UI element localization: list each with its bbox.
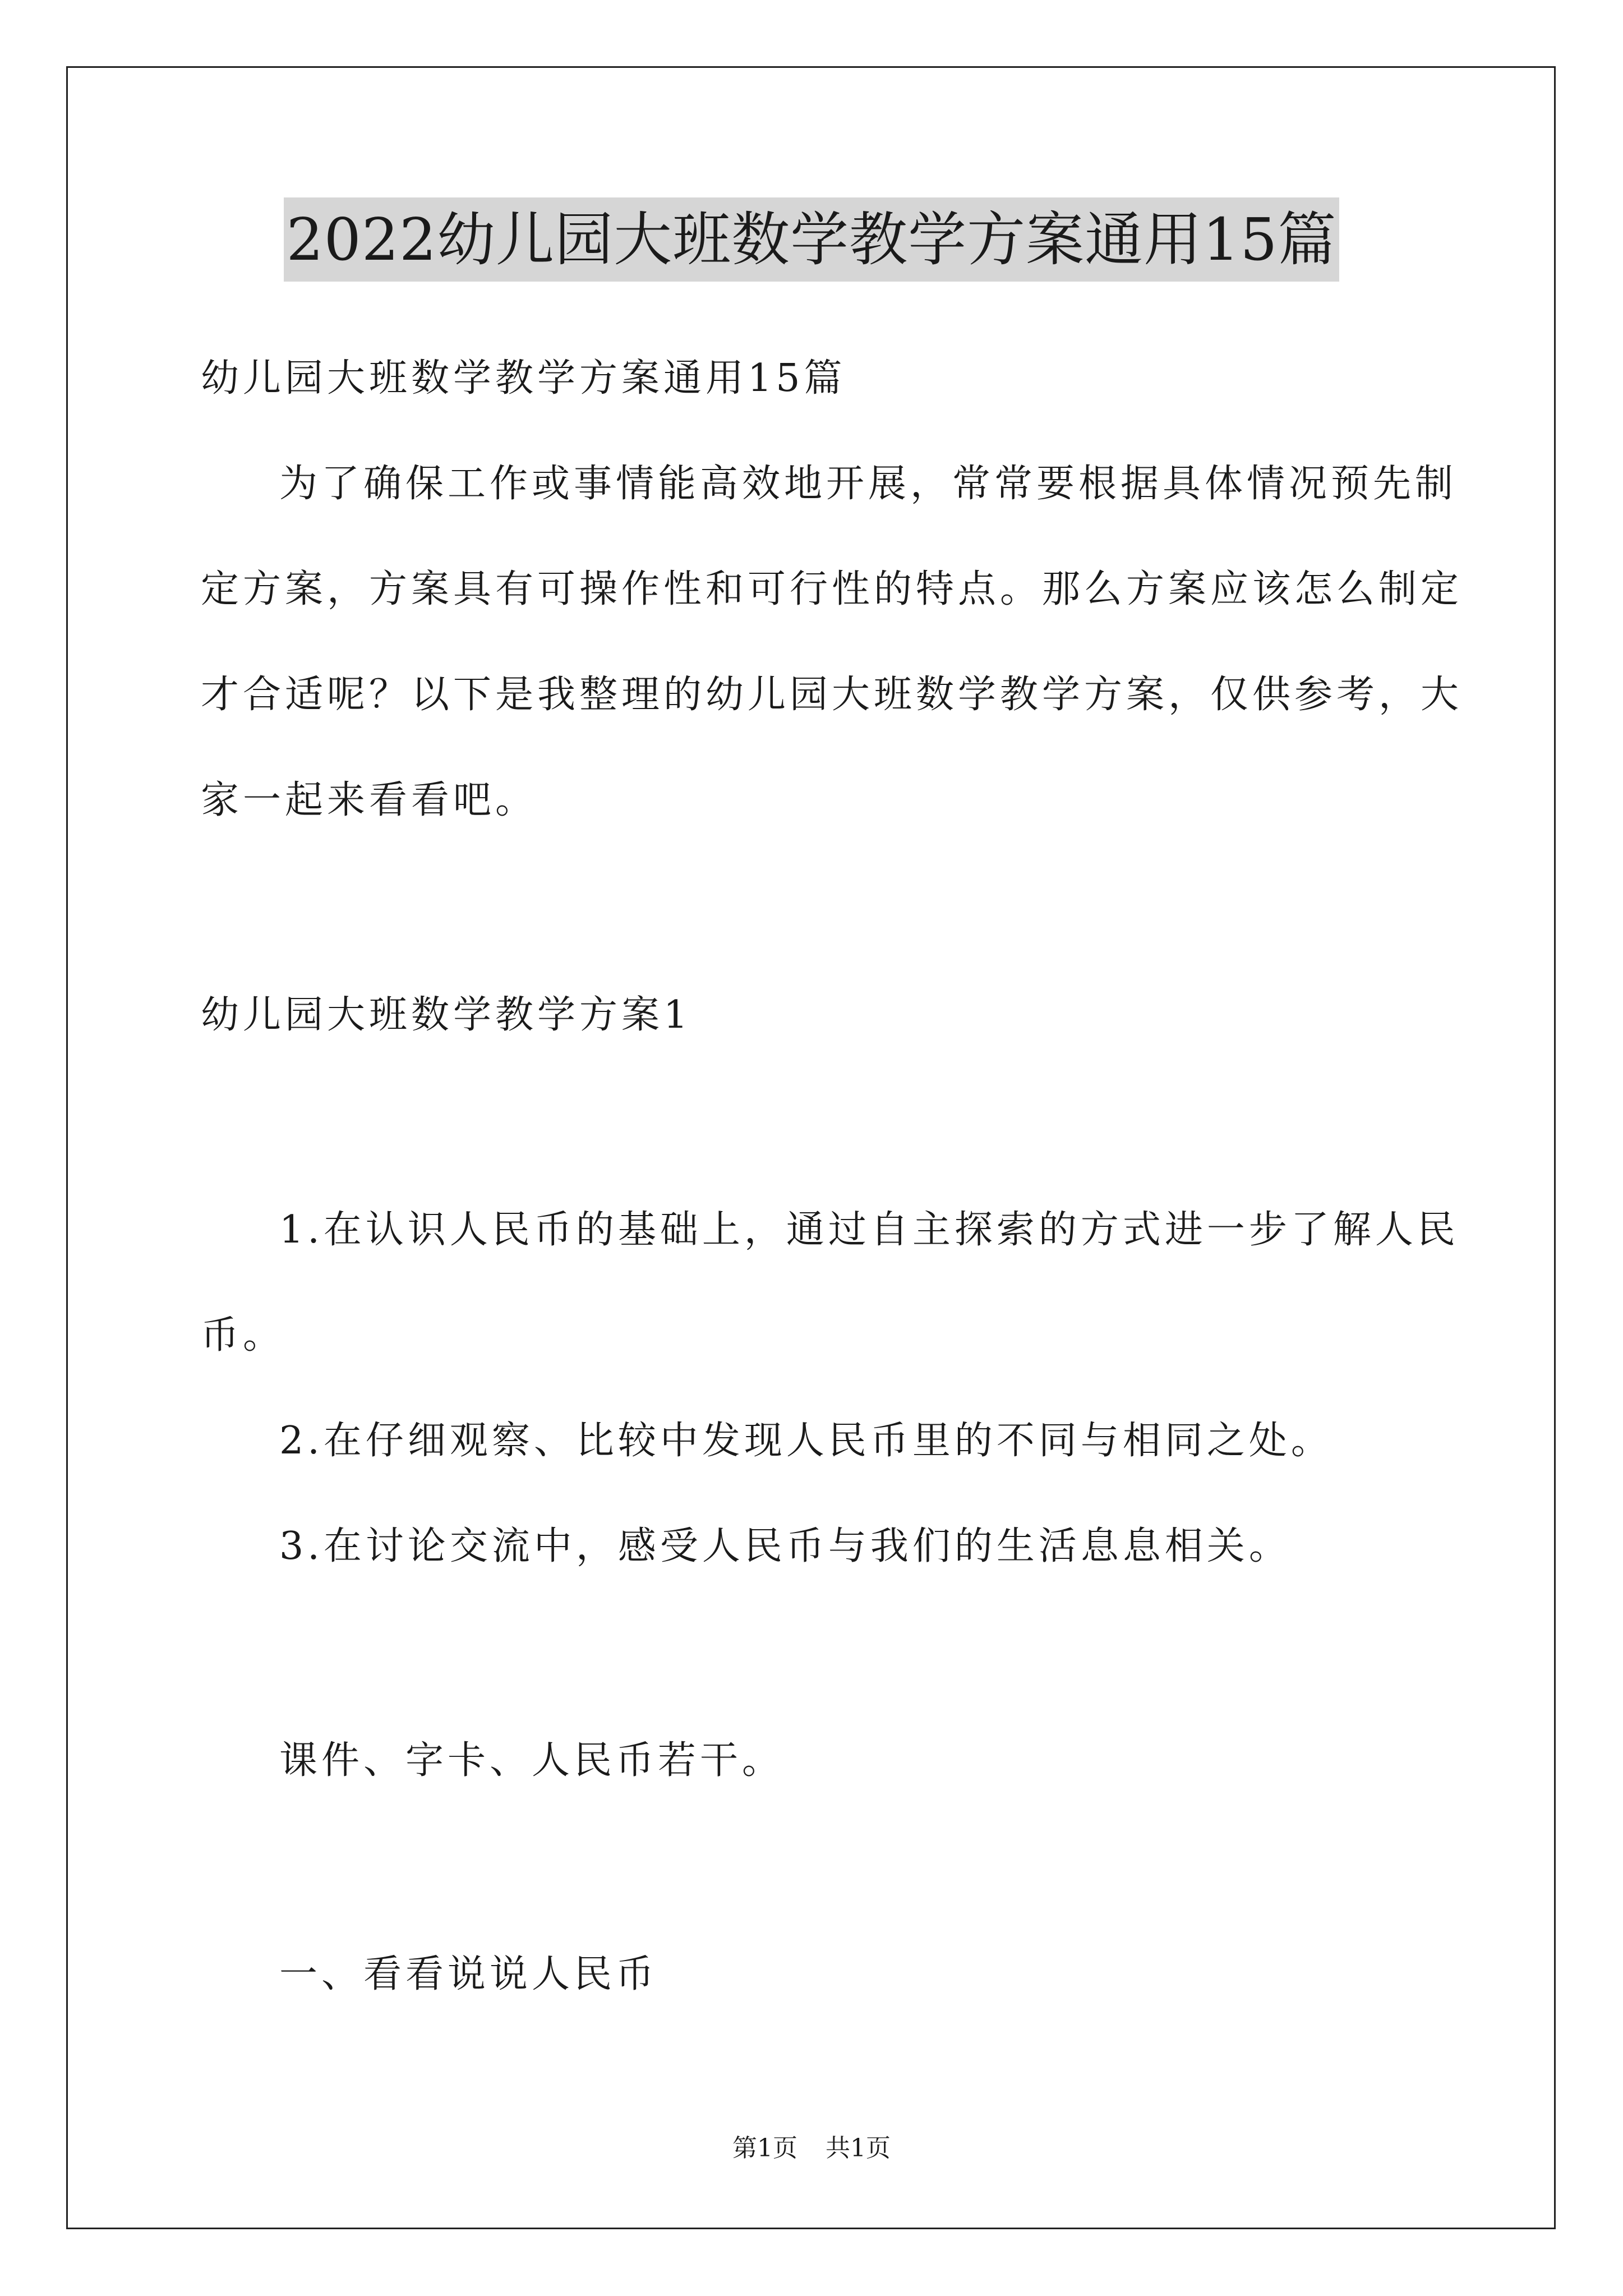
goal-item-2: 2.在仔细观察、比较中发现人民币里的不同与相同之处。 <box>279 1419 1333 1463</box>
intro-line-3: 才合适呢？以下是我整理的幼儿园大班数学教学方案，仅供参考，大 <box>201 673 1463 717</box>
intro-line-4: 家一起来看看吧。 <box>201 778 538 822</box>
section-heading: 幼儿园大班数学教学方案1 <box>201 993 692 1037</box>
page-footer <box>0 2132 1623 2165</box>
document-subtitle: 幼儿园大班数学教学方案通用15篇 <box>201 356 846 401</box>
page-total: 共1页 <box>826 2134 891 2162</box>
document-title: 2022幼儿园大班数学教学方案通用15篇 <box>284 197 1339 282</box>
goal-item-3: 3.在讨论交流中，感受人民币与我们的生活息息相关。 <box>279 1524 1291 1568</box>
title-container <box>0 197 1623 282</box>
process-heading: 一、看看说说人民币 <box>279 1952 658 1996</box>
intro-line-1: 为了确保工作或事情能高效地开展，常常要根据具体情况预先制 <box>279 462 1458 506</box>
goal-item-1-cont: 币。 <box>201 1313 285 1358</box>
page-current: 第1页 <box>732 2134 797 2162</box>
materials-text: 课件、字卡、人民币若干。 <box>279 1738 785 1783</box>
goal-item-1: 1.在认识人民币的基础上，通过自主探索的方式进一步了解人民 <box>279 1208 1459 1252</box>
intro-line-2: 定方案，方案具有可操作性和可行性的特点。那么方案应该怎么制定 <box>201 567 1463 611</box>
